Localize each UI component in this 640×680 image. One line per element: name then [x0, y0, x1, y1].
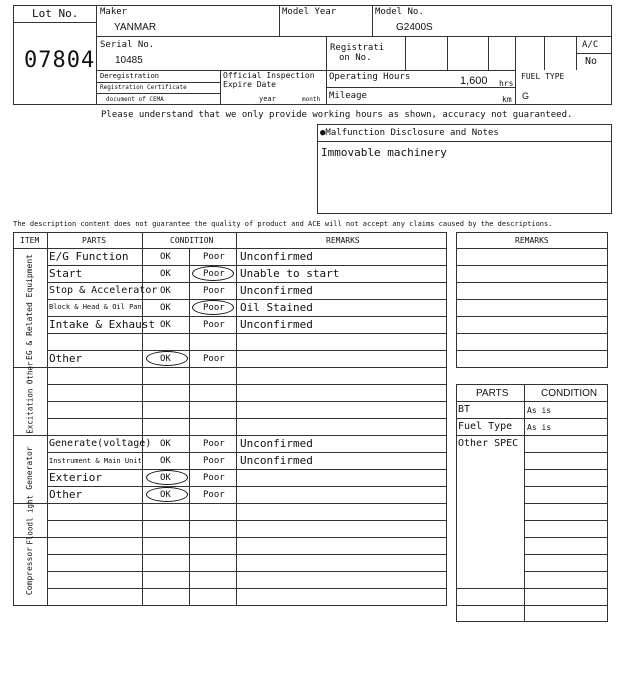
row-part: Start [49, 267, 83, 280]
side-row-condition: As is [527, 423, 552, 432]
row-ok: OK [160, 354, 171, 364]
section-generator-label: Generator [25, 446, 34, 490]
fuel-type-value: G [522, 91, 530, 101]
operating-hours-label: Operating Hours [329, 72, 411, 82]
km-label: km [502, 95, 512, 104]
row-ok: OK [160, 490, 171, 500]
row-part: Stop & Accelerator [49, 285, 158, 296]
section-excitation-label: Excitation Other [25, 361, 35, 434]
side-row-part: Fuel Type [458, 421, 513, 432]
row-poor: Poor [203, 320, 225, 330]
official-inspection-label-2: Expire Date [223, 80, 276, 89]
registration-certificate-label: Registration Certificate [100, 84, 187, 91]
right-remarks-header: REMARKS [515, 236, 549, 245]
row-poor: Poor [203, 456, 225, 466]
side-row-part: Other SPEC [458, 438, 519, 449]
row-part: Other [49, 488, 83, 501]
official-inspection-label-1: Official Inspection [223, 71, 315, 80]
row-remark: Unconfirmed [240, 437, 313, 450]
row-part: Instrument & Main Unit [49, 457, 142, 465]
item-header: ITEM [20, 236, 40, 245]
side-condition-header: CONDITION [541, 388, 598, 399]
row-ok: OK [160, 252, 171, 262]
lot-no-value: 07804 [24, 48, 96, 73]
row-remark: Unconfirmed [240, 318, 313, 331]
remarks-header: REMARKS [326, 236, 360, 245]
row-ok: OK [160, 473, 171, 483]
side-row-condition: As is [527, 406, 552, 415]
ok-selected-mark [146, 487, 188, 502]
row-remark: Unconfirmed [240, 284, 313, 297]
ac-value: No [585, 56, 598, 67]
operating-hours-value: 1,600 [460, 75, 488, 87]
registration-no-label-2: on No. [339, 53, 372, 63]
condition-header: CONDITION [170, 236, 214, 245]
row-remark: Unconfirmed [240, 454, 313, 467]
poor-selected-mark [192, 266, 234, 281]
row-ok: OK [160, 269, 171, 279]
row-ok: OK [160, 303, 171, 313]
ok-selected-mark [146, 351, 188, 366]
maker-value: YANMAR [114, 22, 157, 33]
mileage-label: Mileage [329, 91, 367, 101]
hrs-label: hrs [499, 79, 514, 88]
model-no-label: Model No. [375, 7, 424, 17]
row-ok: OK [160, 439, 171, 449]
parts-header: PARTS [82, 236, 107, 245]
maker-label: Maker [100, 7, 128, 17]
row-part: Block & Head & Oil Pan [49, 303, 142, 311]
row-poor: Poor [203, 354, 225, 364]
row-part: Other [49, 352, 83, 365]
fuel-type-label: FUEL TYPE [521, 72, 565, 81]
serial-no-value: 10485 [115, 55, 143, 66]
row-remark: Unconfirmed [240, 250, 313, 263]
row-poor: Poor [203, 252, 225, 262]
row-poor: Poor [203, 286, 225, 296]
disclaimer: The description content does not guarantee the quality of product and ACE will not accept any claims caused by the descriptions. [13, 220, 553, 228]
row-part: Intake & Exhaust [49, 318, 155, 331]
serial-no-label: Serial No. [100, 40, 155, 50]
row-ok: OK [160, 456, 171, 466]
model-year-label: Model Year [282, 7, 337, 17]
ok-selected-mark [146, 470, 188, 485]
right-remarks-frame [456, 232, 608, 368]
row-poor: Poor [203, 269, 225, 279]
lot-no-label: Lot No. [32, 7, 79, 20]
row-poor: Poor [203, 473, 225, 483]
side-row-part: BT [458, 404, 471, 415]
malfunction-text: Immovable machinery [321, 146, 447, 159]
month-label: month [302, 96, 321, 103]
row-ok: OK [160, 320, 171, 330]
malfunction-title: ●Malfunction Disclosure and Notes [320, 128, 499, 138]
section-floodlight-label: Floodl ight [25, 494, 35, 545]
row-part: E/G Function [49, 250, 129, 263]
ac-label: A/C [582, 40, 599, 50]
model-no-value: G2400S [396, 22, 433, 33]
row-part: Exterior [49, 471, 102, 484]
poor-selected-mark [192, 300, 234, 315]
deregistration-label: Deregistration [100, 72, 160, 80]
row-poor: Poor [203, 490, 225, 500]
notice-hours: Please understand that we only provide working hours as shown, accuracy not guaranteed. [101, 110, 573, 120]
row-poor: Poor [203, 439, 225, 449]
document-cema-label: document of CEMA [106, 96, 164, 103]
registration-no-label-1: Registrati [330, 43, 385, 53]
side-parts-header: PARTS [476, 388, 509, 399]
row-remark: Oil Stained [240, 301, 313, 314]
section-eg-label: EG & Related Equipment [25, 254, 34, 360]
section-compressor-label: Compressor [25, 546, 34, 596]
row-part: Generate(voltage) [49, 438, 152, 449]
year-label: year [259, 95, 276, 103]
row-poor: Poor [203, 303, 225, 313]
row-remark: Unable to start [240, 267, 340, 280]
row-ok: OK [160, 286, 171, 296]
